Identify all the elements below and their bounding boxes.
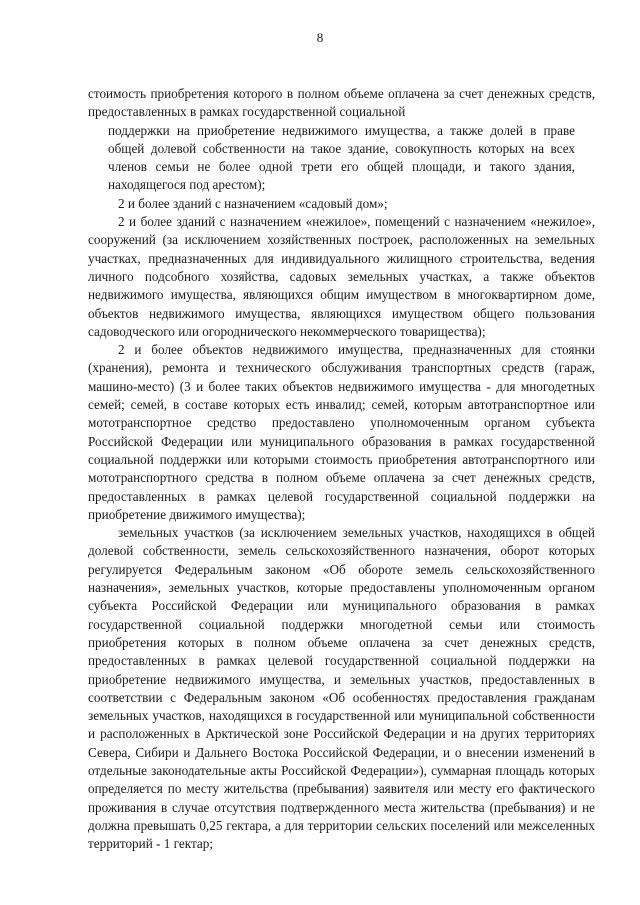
page-number: 8 [316,30,324,45]
paragraph-continuation: стоимость приобретения которого в полном объеме оплачена за счет денежных средств, предоставленных в рамках государственной социальной [88,86,595,120]
paragraph-garages: 2 и более объектов недвижимого имущества, предназначенных для стоянки (хранения), ремонта и технического обслуживания транспортных средств (гараж, машино-место) (3 и более таких объектов недвижимого имущества - для многодетных семей; семей, в составе которых есть инвалид; семей, которым автотранспортное или мототранспортное средство предоставлено уполномоченным органом субъекта Российской Федерации или муниципального образования в рамках государственной социальной поддержки или которыми стоимость приобретения автотранспортного или мототранспортного средства в полном объеме оплачена за счет денежных средств, предоставленных в рамках целевой государственной социальной поддержки на приобретение движимого имущества); [88,342,595,522]
paragraph-garden-houses: 2 и более зданий с назначением «садовый дом»; [118,195,388,211]
paragraph-land-plots: земельных участков (за исключением земельных участков, находящихся в общей долевой собственности, земель сельскохозяйственного назначения, оборот которых регулируется Федеральным законом «Об обороте земель сельскохозяйственного назначения», земельных участков, которые предоставлены уполномоченным органом субъекта Российской Федерации или муниципального образования в рамках государственной социальной поддержки многодетной семьи или стоимость приобретения которых в полном объеме оплачена за счет денежных средств, предоставленных в рамках целевой государственной социальной поддержки на приобретение недвижимого имущества, и земельных участков, предоставленных в соответствии с Федеральным законом «Об особенностях предоставления гражданам земельных участков, находящихся в государственной или муниципальной собственности и расположенных в Арктической зоне Российской Федерации и на других территориях Севера, Сибири и Дальнего Востока Российской Федерации, и о внесении изменений в отдельные законодательные акты Российской Федерации»), суммарная площадь которых определяется по месту жительства (пребывания) заявителя или месту его фактического проживания в случае отсутствия подтвержденного места жительства (пребывания) и не должна превышать 0,25 гектара, а для территории сельских поселений или межселенных территорий - 1 гектар; [88,525,595,852]
document-body [88,85,595,853]
paragraph-support-clause: поддержки на приобретение недвижимого имущества, а также долей в праве общей долевой собственности на такое здание, совокупность которых на всех членов семьи не более одной трети его общей площади, и такого здания, находящегося под арестом); [108,122,575,193]
paragraph-non-residential: 2 и более зданий с назначением «нежилое», помещений с назначением «нежилое», сооружений (за исключением хозяйственных построек, расположенных на земельных участках, предназначенных для индивидуального жилищного строительства, ведения личного подсобного хозяйства, садовых земельных участках, а также объектов недвижимого имущества, являющихся общим имуществом в многоквартирном доме, объектов недвижимого имущества, являющихся имуществом общего пользования садоводческого или огороднического некоммерческого товарищества); [88,214,595,339]
